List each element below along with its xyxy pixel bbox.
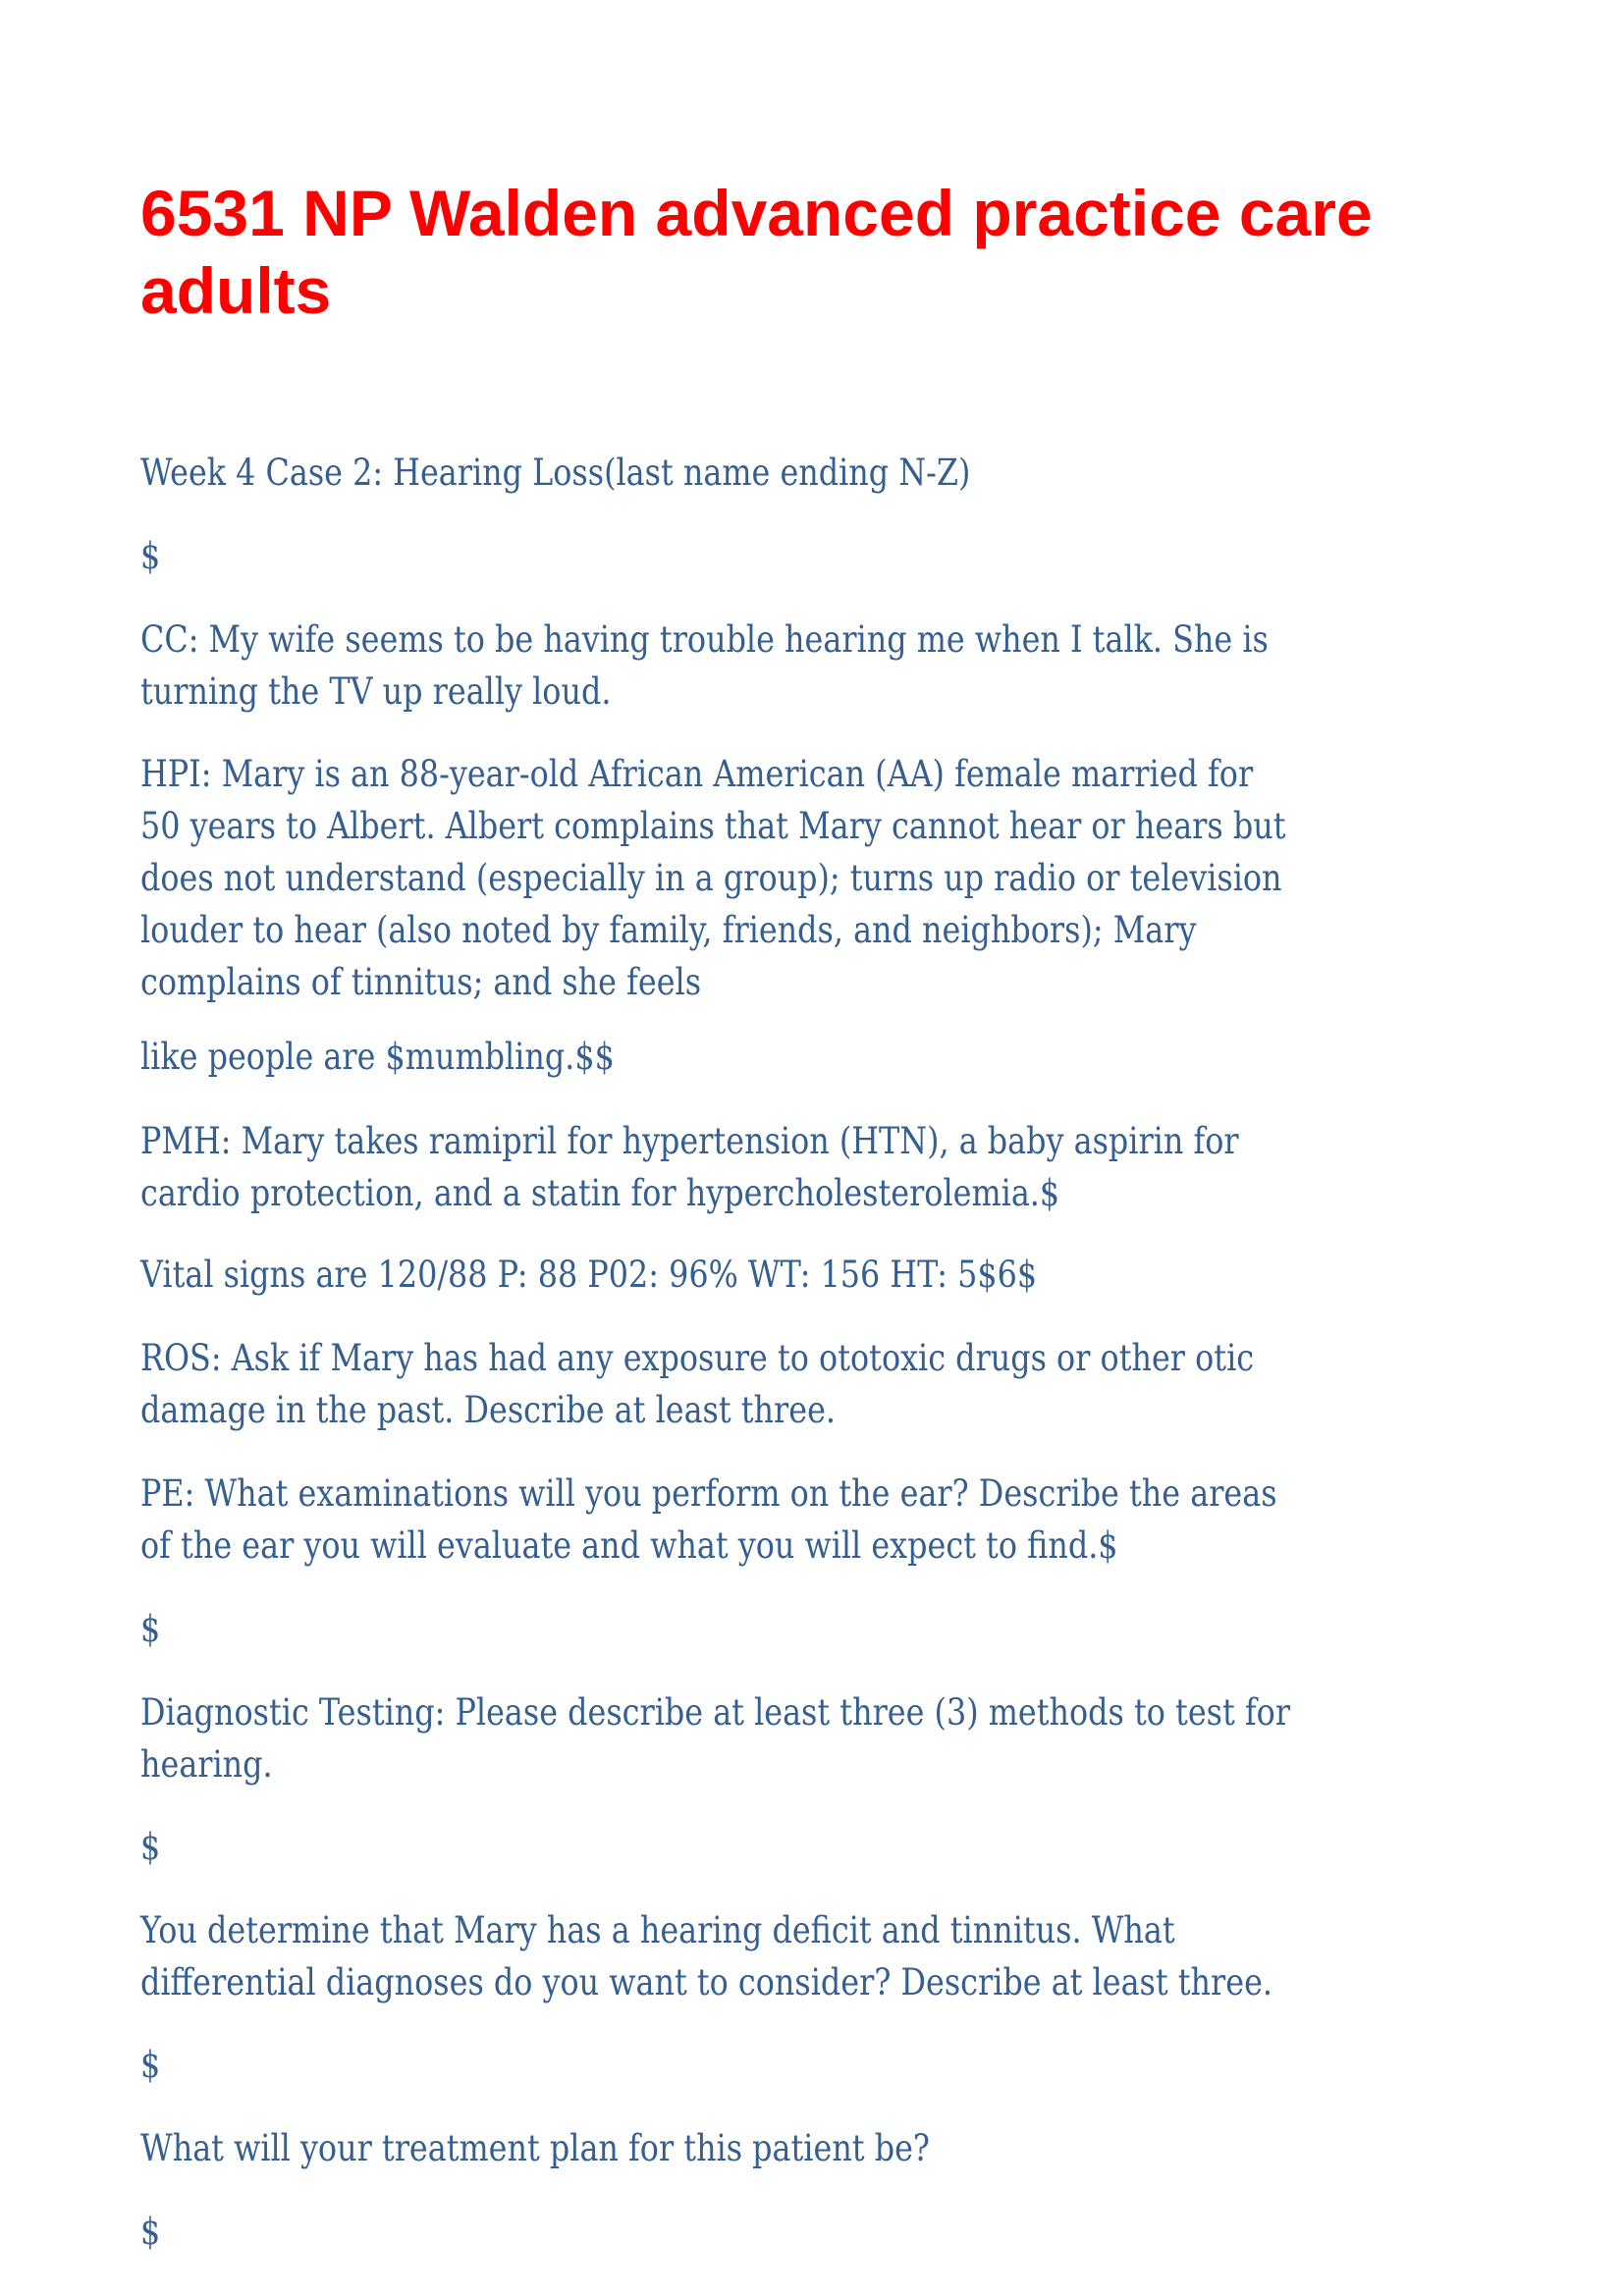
text-line: damage in the past. Describe at least three.: [140, 1389, 837, 1431]
text-line: PMH: Mary takes ramipril for hypertension (HTN), a baby aspirin for: [140, 1120, 1239, 1162]
text-line: of the ear you will evaluate and what you will expect to find.$: [140, 1524, 1118, 1567]
text-line: turning the TV up really loud.: [140, 670, 612, 713]
text-line: differential diagnoses do you want to consider? Describe at least three.: [140, 1961, 1273, 2003]
answer-placeholder: [140, 1821, 160, 1873]
answer-placeholder: [140, 1603, 160, 1655]
history-of-present-illness: [140, 748, 1285, 1008]
text-line: Diagnostic Testing: Please describe at least three (3) methods to test for: [140, 1691, 1291, 1734]
past-medical-history: [140, 1115, 1239, 1219]
text-line: $: [140, 535, 161, 577]
text-line: $: [140, 1826, 161, 1868]
text-line: 50 years to Albert. Albert complains that Mary cannot hear or hears but: [140, 805, 1286, 847]
treatment-plan: [140, 2122, 930, 2174]
answer-placeholder: [140, 2039, 160, 2091]
text-line: complains of tinnitus; and she feels: [140, 961, 702, 1003]
diagnostic-testing: [140, 1686, 1290, 1790]
case-heading: [140, 447, 970, 499]
physical-exam: [140, 1468, 1277, 1572]
text-line: $: [140, 1608, 161, 1650]
vital-signs: [140, 1249, 1037, 1301]
text-line: louder to hear (also noted by family, friends, and neighbors); Mary: [140, 909, 1197, 951]
text-line: $: [140, 2211, 161, 2253]
text-line: does not understand (especially in a group); turns up radio or television: [140, 857, 1282, 899]
text-line: cardio protection, and a statin for hypercholesterolemia.$: [140, 1172, 1060, 1214]
review-of-systems: [140, 1332, 1254, 1436]
text-line: ROS: Ask if Mary has had any exposure to ototoxic drugs or other otic: [140, 1337, 1255, 1379]
text-line: What will your treatment plan for this patient be?: [140, 2127, 930, 2169]
text-line: Vital signs are 120/88 P: 88 P02: 96% WT: 156 HT: 5$6$: [140, 1254, 1038, 1296]
text-line: $: [140, 2044, 161, 2086]
text-line: CC: My wife seems to be having trouble hearing me when I talk. She is: [140, 618, 1269, 661]
text-line: HPI: Mary is an 88-year-old African American (AA) female married for: [140, 753, 1254, 795]
text-line: PE: What examinations will you perform on the ear? Describe the areas: [140, 1472, 1277, 1515]
text-line: Week 4 Case 2: Hearing Loss(last name ending N-Z): [140, 452, 971, 494]
text-line: You determine that Mary has a hearing deficit and tinnitus. What: [140, 1909, 1175, 1951]
answer-placeholder: [140, 530, 160, 582]
history-continued: [140, 1031, 615, 1083]
text-line: hearing.: [140, 1743, 273, 1786]
chief-complaint: [140, 614, 1269, 718]
answer-placeholder: [140, 2206, 160, 2258]
text-line: like people are $mumbling.$$: [140, 1036, 615, 1078]
differential-diagnoses: [140, 1904, 1272, 2008]
document-title: 6531 NP Walden advanced practice care adults: [140, 177, 1373, 327]
